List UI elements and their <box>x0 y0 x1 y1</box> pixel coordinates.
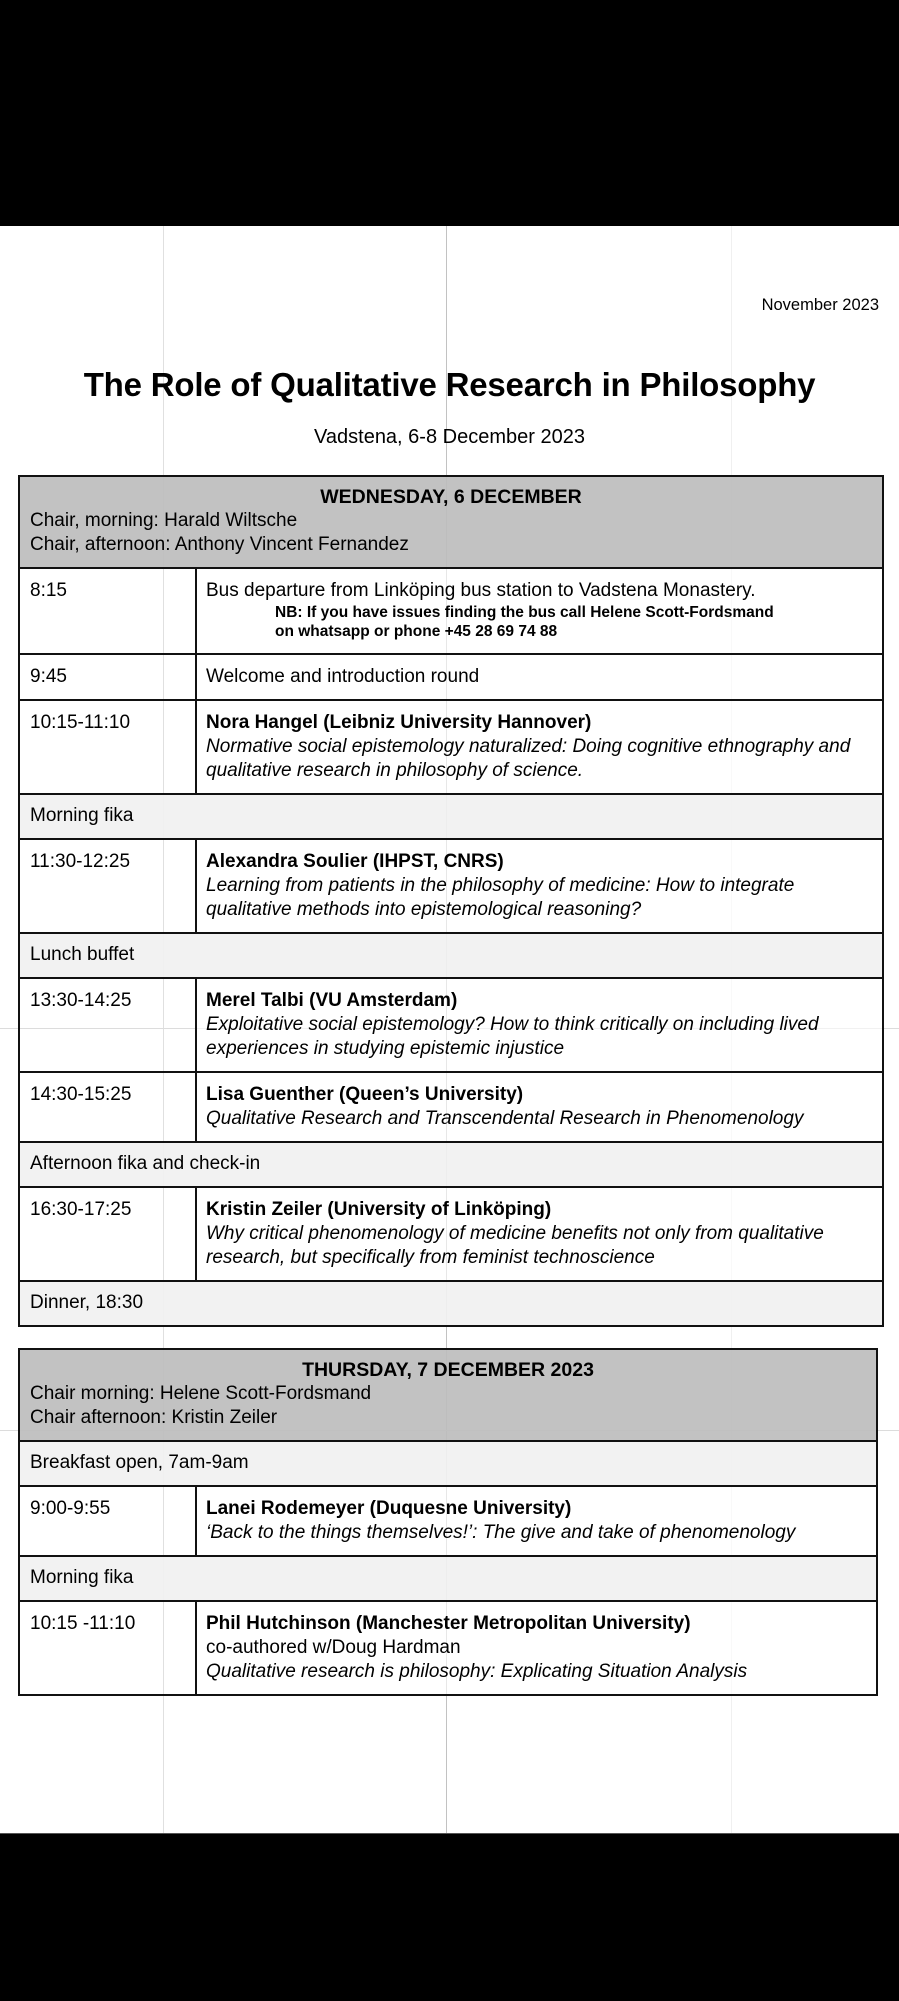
talk-title: Qualitative research is philosophy: Explicating Situation Analysis <box>206 1661 748 1682</box>
content-cell <box>196 568 883 654</box>
document-title: The Role of Qualitative Research in Philosophy <box>83 366 816 403</box>
table-row <box>19 1187 883 1281</box>
talk-title: Qualitative Research and Transcendental Research in Phenomenology <box>206 1108 804 1129</box>
coauthor-line: co-authored w/Doug Hardman <box>206 1637 461 1658</box>
break-cell: Afternoon fika and check-in <box>19 1142 883 1187</box>
day-header-row <box>19 1349 877 1441</box>
break-row <box>19 1281 883 1326</box>
time-cell: 10:15 -11:10 <box>19 1601 196 1695</box>
chair-morning: Chair, morning: Harald Wiltsche <box>30 510 298 531</box>
break-row <box>19 1441 877 1486</box>
document-page <box>0 226 899 1833</box>
thursday-schedule-table <box>18 1348 878 1696</box>
talk-title: ‘Back to the things themselves!’: The give and take of phenomenology <box>206 1522 796 1543</box>
speaker-name: Lanei Rodemeyer (Duquesne University) <box>206 1498 572 1519</box>
bus-note: NB: If you have issues finding the bus call Helene Scott-Fordsmand <box>275 604 774 621</box>
day-header <box>19 1349 877 1441</box>
break-cell: Morning fika <box>19 794 883 839</box>
document-subtitle: Vadstena, 6-8 December 2023 <box>314 426 585 448</box>
document-date: November 2023 <box>761 296 879 314</box>
content-cell <box>196 839 883 933</box>
table-row <box>19 700 883 794</box>
break-cell: Lunch buffet <box>19 933 883 978</box>
content-cell <box>196 1187 883 1281</box>
break-row <box>19 794 883 839</box>
content-cell <box>196 654 883 700</box>
event-text: Welcome and introduction round <box>206 666 480 687</box>
day-header <box>19 476 883 568</box>
table-row <box>19 1601 877 1695</box>
top-black-bar <box>0 0 899 226</box>
content-cell <box>196 1486 877 1556</box>
event-text: Bus departure from Linköping bus station to Vadstena Monastery. <box>206 580 756 601</box>
speaker-name: Lisa Guenther (Queen’s University) <box>206 1084 524 1105</box>
talk-title: Why critical phenomenology of medicine benefits not only from qualitative research, but specifically from feminist technoscience <box>206 1223 824 1268</box>
chair-afternoon: Chair, afternoon: Anthony Vincent Fernandez <box>30 534 409 555</box>
table-row <box>19 568 883 654</box>
break-row <box>19 1142 883 1187</box>
content-cell <box>196 978 883 1072</box>
speaker-name: Alexandra Soulier (IHPST, CNRS) <box>206 851 504 872</box>
time-cell: 14:30-15:25 <box>19 1072 196 1142</box>
talk-title: Normative social epistemology naturalized: Doing cognitive ethnography and qualitative research in philosophy of science. <box>206 736 851 781</box>
time-cell: 11:30-12:25 <box>19 839 196 933</box>
time-cell: 10:15-11:10 <box>19 700 196 794</box>
content-cell <box>196 1072 883 1142</box>
chair-morning: Chair morning: Helene Scott-Fordsmand <box>30 1383 372 1404</box>
table-row <box>19 978 883 1072</box>
speaker-name: Kristin Zeiler (University of Linköping) <box>206 1199 552 1220</box>
content-cell <box>196 700 883 794</box>
time-cell: 16:30-17:25 <box>19 1187 196 1281</box>
day-title: WEDNESDAY, 6 DECEMBER <box>320 486 582 508</box>
break-cell: Dinner, 18:30 <box>19 1281 883 1326</box>
time-cell: 9:00-9:55 <box>19 1486 196 1556</box>
bus-note: on whatsapp or phone +45 28 69 74 88 <box>275 623 558 640</box>
table-row <box>19 839 883 933</box>
chair-afternoon: Chair afternoon: Kristin Zeiler <box>30 1407 278 1428</box>
wednesday-schedule-table <box>18 475 884 1327</box>
day-title: THURSDAY, 7 DECEMBER 2023 <box>302 1359 594 1381</box>
speaker-name: Merel Talbi (VU Amsterdam) <box>206 990 458 1011</box>
time-cell: 13:30-14:25 <box>19 978 196 1072</box>
table-row <box>19 654 883 700</box>
break-row <box>19 1556 877 1601</box>
time-cell: 9:45 <box>19 654 196 700</box>
speaker-name: Nora Hangel (Leibniz University Hannover) <box>206 712 592 733</box>
time-cell: 8:15 <box>19 568 196 654</box>
day-header-row <box>19 476 883 568</box>
break-cell: Breakfast open, 7am-9am <box>19 1441 877 1486</box>
break-row <box>19 933 883 978</box>
talk-title: Learning from patients in the philosophy of medicine: How to integrate qualitative methods into epistemological reasoning? <box>206 875 795 920</box>
bottom-black-bar <box>0 1833 899 2001</box>
content-cell <box>196 1601 877 1695</box>
talk-title: Exploitative social epistemology? How to think critically on including lived experiences in studying epistemic injustice <box>206 1014 819 1059</box>
speaker-name: Phil Hutchinson (Manchester Metropolitan University) <box>206 1613 691 1634</box>
break-cell: Morning fika <box>19 1556 877 1601</box>
table-row <box>19 1486 877 1556</box>
table-row <box>19 1072 883 1142</box>
